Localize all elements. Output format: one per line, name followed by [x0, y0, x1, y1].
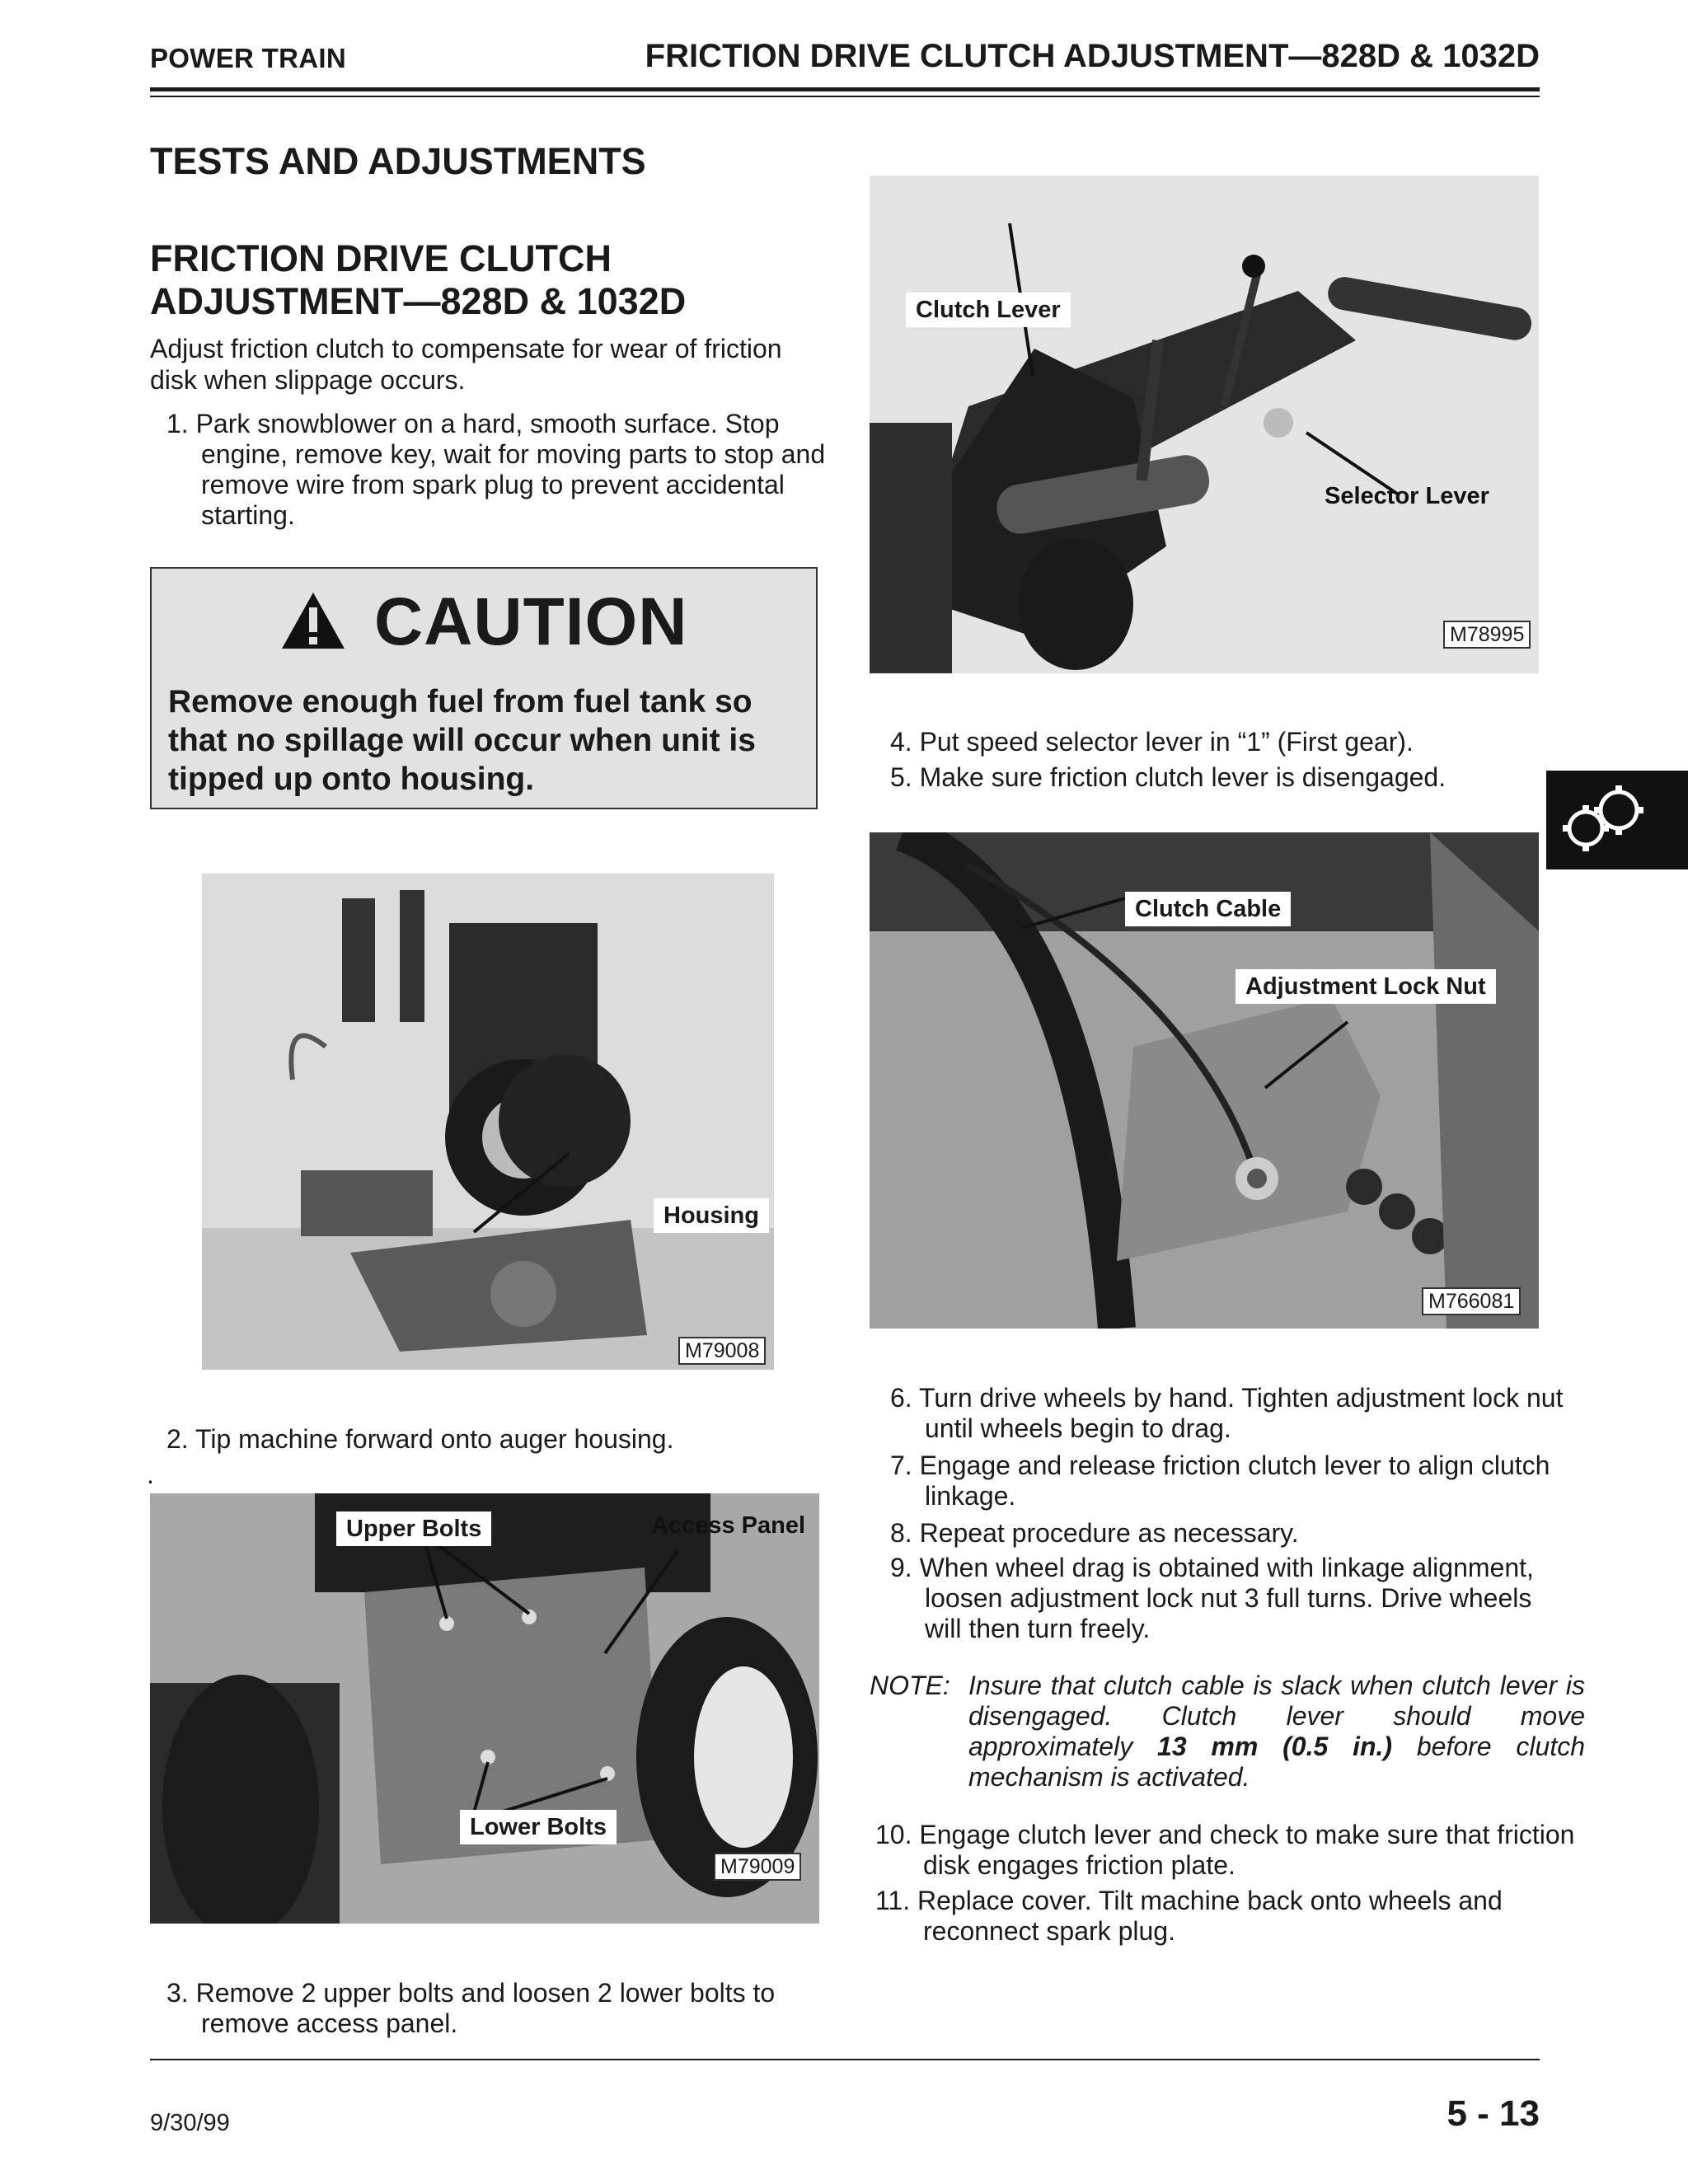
header-rule-thin: [150, 96, 1540, 97]
step-11: 11. Replace cover. Tilt machine back onto wheels and reconnect spark plug.: [875, 1886, 1503, 1946]
caution-header: [152, 583, 816, 661]
callout-housing: Housing: [654, 1198, 769, 1233]
step-5: 5. Make sure friction clutch lever is disengaged.: [890, 762, 1447, 792]
step-6: 6. Turn drive wheels by hand. Tighten adjustment lock nut until wheels begin to drag.: [890, 1383, 1564, 1443]
note-text: [968, 1671, 1585, 1793]
note-block: [870, 1671, 1586, 1802]
photo-snowblower-tipped: [202, 874, 774, 1370]
header-title: FRICTION DRIVE CLUTCH ADJUSTMENT—828D & 1032D: [645, 38, 1540, 74]
section-heading: TESTS AND ADJUSTMENTS: [150, 140, 646, 182]
caution-title: CAUTION: [373, 584, 688, 659]
stray-dot: .: [147, 1460, 154, 1489]
sub-heading-line1: FRICTION DRIVE CLUTCH: [150, 237, 612, 279]
step-8: 8. Repeat procedure as necessary.: [890, 1518, 1299, 1548]
figure-id-m766081: M766081: [1422, 1287, 1521, 1315]
figure-id-m79008: M79008: [678, 1337, 766, 1365]
section-tab: [1546, 771, 1688, 869]
header-section: POWER TRAIN: [150, 43, 346, 73]
step-9: 9. When wheel drag is obtained with linkage alignment, loosen adjustment lock nut 3 full turns. Drive wheels will then turn freely.: [890, 1553, 1534, 1643]
step-1: 1. Park snowblower on a hard, smooth surface. Stop engine, remove key, wait for moving parts to stop and remove wire from spark plug to prevent accidental starting.: [166, 409, 826, 530]
intro-paragraph: [150, 333, 834, 396]
callout-clutch-cable: Clutch Cable: [1125, 892, 1291, 926]
figure-id-m79009: M79009: [714, 1853, 801, 1881]
caution-box: [150, 567, 818, 809]
step-4: 4. Put speed selector lever in “1” (First gear).: [890, 727, 1414, 757]
note-text-a: Insure that clutch cable is slack when clutch lever is disengaged. Clutch lever should move approximately: [968, 1671, 1585, 1761]
warning-triangle-icon: [280, 591, 346, 654]
callout-lower-bolts: Lower Bolts: [460, 1810, 617, 1844]
note-label: NOTE:: [870, 1671, 950, 1700]
photo-clutch-cable: [870, 832, 1539, 1329]
sub-heading-line2: ADJUSTMENT—828D & 1032D: [150, 280, 687, 322]
footer-rule: [150, 2059, 1540, 2060]
intro-line2: disk when slippage occurs.: [150, 365, 466, 395]
step-2: 2. Tip machine forward onto auger housing.: [166, 1424, 674, 1454]
callout-adjustment-lock-nut: Adjustment Lock Nut: [1236, 969, 1496, 1004]
photo-access-panel: [150, 1493, 819, 1924]
footer-date: 9/30/99: [150, 2110, 230, 2136]
step-7: 7. Engage and release friction clutch lever to align clutch linkage.: [890, 1451, 1550, 1511]
caution-text: Remove enough fuel from fuel tank so that no spillage will occur when unit is tipped up onto housing.: [168, 684, 756, 797]
step-3: 3. Remove 2 upper bolts and loosen 2 lower bolts to remove access panel.: [166, 1978, 776, 2038]
callout-access-panel: Access Panel: [651, 1512, 806, 1539]
header-rule: [150, 87, 1540, 91]
note-text-b: before clutch mechanism is activated.: [968, 1732, 1586, 1792]
figure-id-m78995: M78995: [1443, 621, 1531, 649]
intro-line1: Adjust friction clutch to compensate for wear of friction: [150, 334, 782, 363]
photo-control-levers: [870, 176, 1539, 673]
sub-heading: [150, 237, 826, 323]
callout-clutch-lever: Clutch Lever: [906, 293, 1071, 327]
callout-upper-bolts: Upper Bolts: [336, 1511, 491, 1546]
gears-icon: [1546, 771, 1688, 869]
footer-page-number: 5 - 13: [1447, 2093, 1540, 2134]
note-measurement: 13 mm (0.5 in.): [1157, 1732, 1393, 1761]
callout-selector-lever: Selector Lever: [1325, 483, 1489, 509]
step-10: 10. Engage clutch lever and check to make sure that friction disk engages friction plate.: [875, 1820, 1575, 1880]
